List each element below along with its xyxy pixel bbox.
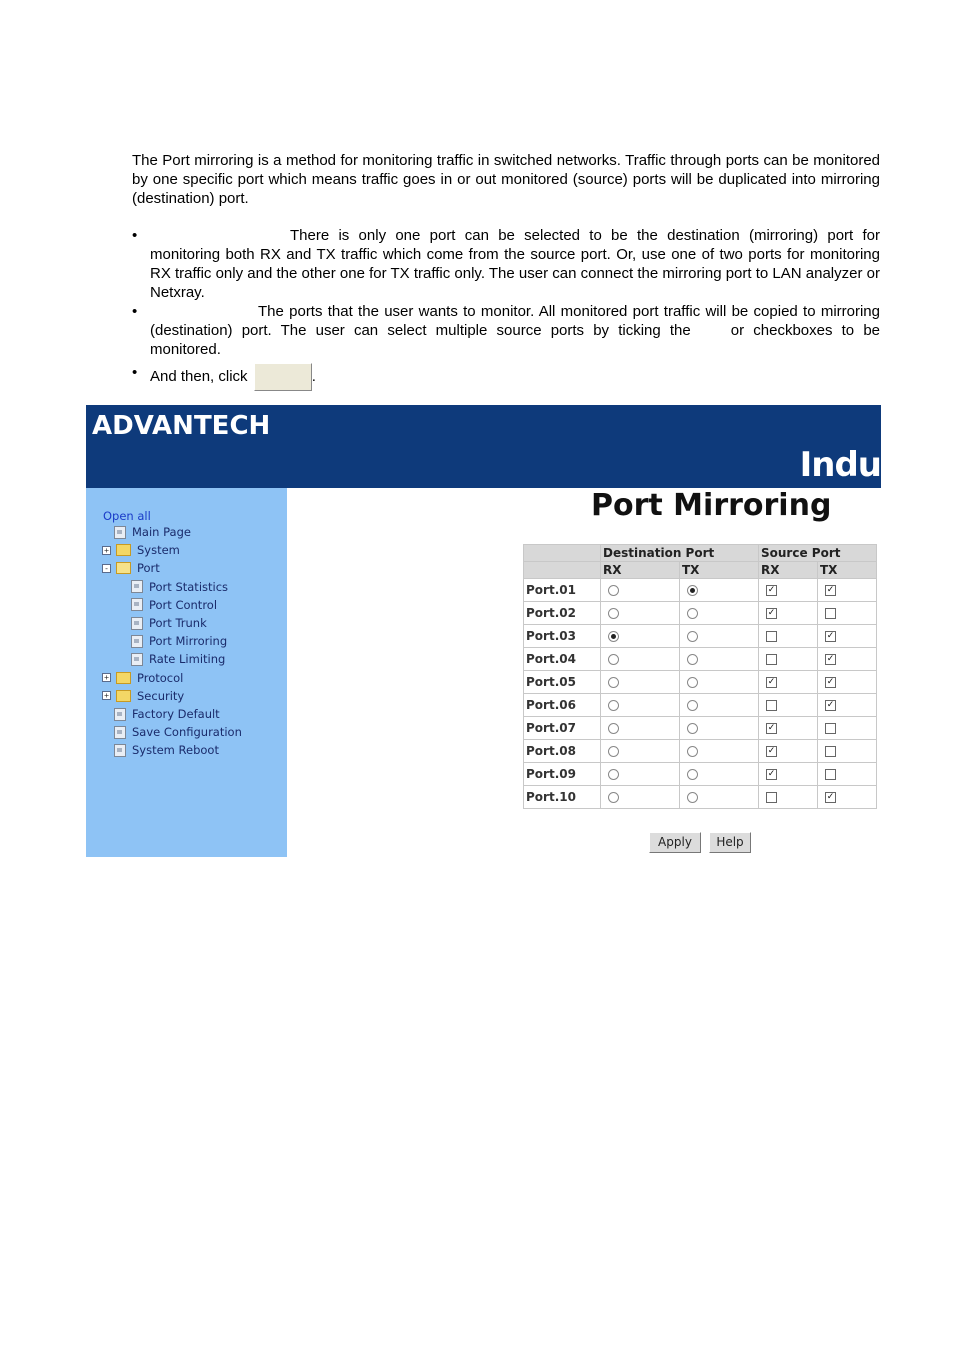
bullet-list xyxy=(132,226,880,391)
src-tx-checkbox[interactable] xyxy=(825,723,836,734)
src-tx-checkbox[interactable]: ✓ xyxy=(826,654,835,664)
dest-tx-radio[interactable] xyxy=(687,769,698,780)
bullet-text: checkboxes to be monitored. xyxy=(150,322,880,358)
tree-item-label: Save Configuration xyxy=(132,725,242,740)
dest-rx-radio[interactable] xyxy=(608,769,619,780)
help-button[interactable]: Help xyxy=(709,832,751,853)
bullet-text: The ports that the user wants to monitor. All monitored port traffic will be copied to mirroring (destination) port. The user can select multiple source ports by ticking the xyxy=(150,303,880,339)
dest-tx-radio[interactable] xyxy=(687,585,698,596)
bullet-click-apply xyxy=(132,363,880,391)
dest-tx-radio[interactable] xyxy=(687,677,698,688)
dest-rx-header: RX xyxy=(601,562,680,579)
expand-icon[interactable]: + xyxy=(102,673,111,682)
source-port-header: Source Port xyxy=(759,545,877,562)
src-tx-checkbox[interactable] xyxy=(825,746,836,757)
dest-tx-radio[interactable] xyxy=(687,700,698,711)
dest-rx-radio[interactable] xyxy=(608,677,619,688)
table-row xyxy=(524,602,877,625)
folder-icon xyxy=(116,672,131,684)
src-rx-header: RX xyxy=(759,562,818,579)
page-icon xyxy=(131,617,143,630)
tree-item[interactable] xyxy=(131,615,207,631)
tree-item[interactable] xyxy=(114,742,219,758)
page-icon xyxy=(114,708,126,721)
bullet-destination-port xyxy=(132,226,880,302)
tree-item[interactable] xyxy=(102,560,160,576)
header-banner xyxy=(86,405,881,488)
open-all-link[interactable]: Open all xyxy=(103,509,151,523)
port-name: Port.03 xyxy=(524,625,601,648)
advantech-logo: ADVANTECH xyxy=(92,411,271,441)
table-row xyxy=(524,694,877,717)
src-tx-checkbox[interactable]: ✓ xyxy=(826,631,835,641)
page-icon xyxy=(114,744,126,757)
tree-item-label: Factory Default xyxy=(132,707,220,721)
folder-icon xyxy=(116,544,131,556)
bullet-text: There is only one port can be selected to be the destination (mirroring) port for monitoring both RX and TX traffic which come from the source port. Or, use one of two ports for monitoring RX traffic only and the other one for TX traffic only. The user can connect the mirroring port to LAN analyzer or Netxray. xyxy=(150,227,880,301)
tree-item-label: Port Statistics xyxy=(149,579,229,594)
port-name: Port.08 xyxy=(524,740,601,763)
intro-paragraph: The Port mirroring is a method for monitoring traffic in switched networks. Traffic through ports can be monitored by one specific port which means traffic goes in or out monitored (source) ports will be duplicated into mirroring (destination) port. xyxy=(132,152,880,207)
src-rx-checkbox[interactable]: ✓ xyxy=(767,677,776,687)
table-row xyxy=(524,671,877,694)
tree-item-label: Port Mirroring xyxy=(149,634,228,649)
tree-item-label: Security xyxy=(137,688,185,703)
tree-item[interactable] xyxy=(102,688,184,704)
table-row xyxy=(524,717,877,740)
dest-tx-radio[interactable] xyxy=(687,608,698,619)
tree-item[interactable] xyxy=(114,524,191,540)
src-tx-checkbox[interactable]: ✓ xyxy=(826,700,835,710)
page-icon xyxy=(131,598,143,611)
src-tx-checkbox[interactable]: ✓ xyxy=(826,677,835,687)
port-mirroring-table xyxy=(523,544,877,809)
bullet-text: or xyxy=(730,322,745,339)
dest-tx-radio[interactable] xyxy=(687,746,698,757)
port-name: Port.09 xyxy=(524,763,601,786)
src-rx-checkbox[interactable] xyxy=(766,792,777,803)
bullet-source-port xyxy=(132,302,880,359)
table-row xyxy=(524,763,877,786)
dest-tx-radio[interactable] xyxy=(687,631,698,642)
page-icon xyxy=(114,726,126,739)
tree-item-label: Rate Limiting xyxy=(149,652,226,667)
dest-rx-radio[interactable] xyxy=(608,746,619,757)
port-name: Port.01 xyxy=(524,579,601,602)
tree-item-label: Port Control xyxy=(149,597,218,612)
tree-item-label: Port Trunk xyxy=(149,616,207,630)
src-rx-checkbox[interactable] xyxy=(766,631,777,642)
table-row xyxy=(524,740,877,763)
dest-tx-radio[interactable] xyxy=(687,792,698,803)
dest-rx-radio[interactable] xyxy=(608,792,619,803)
page-icon xyxy=(131,653,143,666)
port-name: Port.02 xyxy=(524,602,601,625)
dest-rx-radio[interactable] xyxy=(608,608,619,619)
dest-rx-radio[interactable] xyxy=(608,723,619,734)
tree-item-label: System Reboot xyxy=(132,743,219,758)
port-name: Port.05 xyxy=(524,671,601,694)
tree-item[interactable] xyxy=(131,633,227,649)
dest-rx-radio[interactable] xyxy=(608,654,619,665)
tree-item[interactable] xyxy=(131,579,228,595)
tree-item[interactable] xyxy=(114,706,220,722)
tree-item[interactable] xyxy=(131,597,217,613)
src-rx-checkbox[interactable]: ✓ xyxy=(767,585,776,595)
dest-tx-header: TX xyxy=(680,562,759,579)
page-icon xyxy=(114,526,126,539)
src-tx-checkbox[interactable] xyxy=(825,608,836,619)
dest-tx-radio[interactable] xyxy=(687,723,698,734)
table-row xyxy=(524,625,877,648)
table-row xyxy=(524,579,877,602)
src-tx-checkbox[interactable]: ✓ xyxy=(826,585,835,595)
expand-icon[interactable]: + xyxy=(102,546,111,555)
bullet-dot: • xyxy=(132,364,138,381)
page-icon xyxy=(131,580,143,593)
bullet-text: And then, click xyxy=(150,367,248,385)
src-rx-checkbox[interactable]: ✓ xyxy=(767,746,776,756)
destination-port-header: Destination Port xyxy=(601,545,759,562)
src-rx-checkbox[interactable]: ✓ xyxy=(767,723,776,733)
folder-icon xyxy=(116,690,131,702)
tree-item-label: Protocol xyxy=(137,670,184,685)
folder-open-icon xyxy=(116,562,131,574)
src-tx-checkbox[interactable]: ✓ xyxy=(826,792,835,802)
src-rx-checkbox[interactable]: ✓ xyxy=(767,769,776,779)
dest-rx-radio[interactable] xyxy=(608,585,619,596)
port-name: Port.06 xyxy=(524,694,601,717)
bullet-dot: • xyxy=(132,227,138,244)
port-name: Port.10 xyxy=(524,786,601,809)
tree-item[interactable] xyxy=(131,651,225,667)
dest-tx-radio[interactable] xyxy=(687,654,698,665)
src-rx-checkbox[interactable]: ✓ xyxy=(767,608,776,618)
page-icon xyxy=(131,635,143,648)
bullet-text: . xyxy=(311,367,316,385)
table-row xyxy=(524,786,877,809)
tree-item[interactable] xyxy=(114,724,242,740)
page-title: Port Mirroring xyxy=(591,488,832,523)
src-rx-checkbox[interactable] xyxy=(766,700,777,711)
sidebar-tree xyxy=(86,488,287,857)
table-row xyxy=(524,648,877,671)
tree-item[interactable] xyxy=(102,542,180,558)
dest-rx-radio[interactable] xyxy=(608,700,619,711)
dest-rx-radio[interactable] xyxy=(608,631,619,642)
src-tx-header: TX xyxy=(818,562,877,579)
tree-item-label: Main Page xyxy=(132,525,191,539)
expand-icon[interactable]: + xyxy=(102,691,111,700)
banner-text: Indu xyxy=(799,445,881,485)
apply-button[interactable]: Apply xyxy=(649,832,701,853)
main-content xyxy=(287,488,881,857)
tree-item-label: System xyxy=(137,543,180,558)
apply-button-image xyxy=(254,363,312,391)
src-tx-checkbox[interactable] xyxy=(825,769,836,780)
port-name: Port.04 xyxy=(524,648,601,671)
collapse-icon[interactable]: - xyxy=(102,564,111,573)
tree-item[interactable] xyxy=(102,670,183,686)
bullet-dot: • xyxy=(132,303,138,320)
embedded-screenshot xyxy=(86,405,881,857)
port-name: Port.07 xyxy=(524,717,601,740)
tree-item-label: Port xyxy=(137,561,160,576)
src-rx-checkbox[interactable] xyxy=(766,654,777,665)
